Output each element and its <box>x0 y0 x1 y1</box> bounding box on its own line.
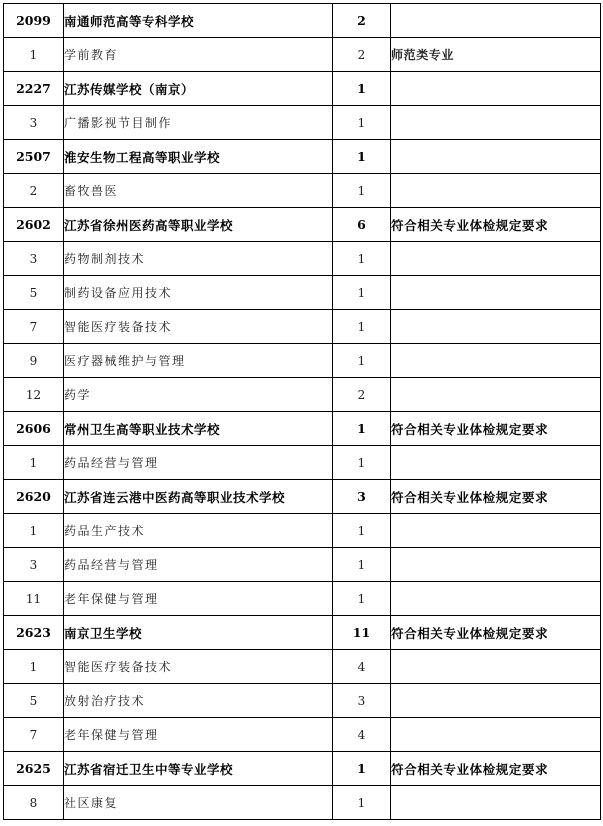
major-name-cell: 学前教育 <box>64 38 333 72</box>
school-name-cell: 南通师范高等专科学校 <box>64 4 333 38</box>
school-code-cell: 2623 <box>4 616 64 650</box>
major-plan-count-cell: 1 <box>333 548 391 582</box>
school-name-cell: 南京卫生学校 <box>64 616 333 650</box>
school-name-cell: 淮安生物工程高等职业学校 <box>64 140 333 174</box>
major-code-cell: 2 <box>4 174 64 208</box>
major-row <box>4 344 601 378</box>
school-plan-count-cell: 1 <box>333 412 391 446</box>
major-plan-count-cell: 1 <box>333 276 391 310</box>
major-row <box>4 378 601 412</box>
major-name-cell: 药学 <box>64 378 333 412</box>
major-plan-count-cell: 3 <box>333 684 391 718</box>
school-name-cell: 江苏省连云港中医药高等职业技术学校 <box>64 480 333 514</box>
major-row <box>4 174 601 208</box>
major-name-cell: 药品生产技术 <box>64 514 333 548</box>
school-plan-count-cell: 1 <box>333 72 391 106</box>
major-note-cell <box>391 344 601 378</box>
school-row <box>4 140 601 174</box>
major-note-cell <box>391 446 601 480</box>
major-note-cell <box>391 174 601 208</box>
major-name-cell: 智能医疗装备技术 <box>64 310 333 344</box>
school-row <box>4 616 601 650</box>
school-name-cell: 江苏省宿迁卫生中等专业学校 <box>64 752 333 786</box>
major-code-cell: 7 <box>4 310 64 344</box>
school-plan-count-cell: 3 <box>333 480 391 514</box>
major-name-cell: 智能医疗装备技术 <box>64 650 333 684</box>
major-code-cell: 1 <box>4 38 64 72</box>
major-note-cell <box>391 310 601 344</box>
major-code-cell: 3 <box>4 242 64 276</box>
major-code-cell: 3 <box>4 106 64 140</box>
major-note-cell <box>391 582 601 616</box>
major-plan-count-cell: 1 <box>333 514 391 548</box>
major-code-cell: 11 <box>4 582 64 616</box>
major-note-cell <box>391 650 601 684</box>
major-note-cell <box>391 786 601 820</box>
major-plan-count-cell: 1 <box>333 242 391 276</box>
major-row <box>4 38 601 72</box>
major-row <box>4 786 601 820</box>
school-row <box>4 412 601 446</box>
major-plan-count-cell: 1 <box>333 786 391 820</box>
major-code-cell: 8 <box>4 786 64 820</box>
school-note-cell <box>391 72 601 106</box>
major-plan-count-cell: 2 <box>333 378 391 412</box>
major-name-cell: 药物制剂技术 <box>64 242 333 276</box>
major-code-cell: 1 <box>4 650 64 684</box>
school-code-cell: 2625 <box>4 752 64 786</box>
school-name-cell: 常州卫生高等职业技术学校 <box>64 412 333 446</box>
major-note-cell <box>391 718 601 752</box>
school-plan-count-cell: 6 <box>333 208 391 242</box>
school-note-cell <box>391 140 601 174</box>
major-code-cell: 5 <box>4 276 64 310</box>
major-code-cell: 9 <box>4 344 64 378</box>
major-row <box>4 446 601 480</box>
school-row <box>4 208 601 242</box>
major-note-cell <box>391 548 601 582</box>
major-plan-count-cell: 1 <box>333 174 391 208</box>
school-note-cell: 符合相关专业体检规定要求 <box>391 616 601 650</box>
school-note-cell: 符合相关专业体检规定要求 <box>391 480 601 514</box>
table-body <box>4 4 601 820</box>
major-plan-count-cell: 1 <box>333 582 391 616</box>
major-row <box>4 310 601 344</box>
major-name-cell: 制药设备应用技术 <box>64 276 333 310</box>
major-name-cell: 老年保健与管理 <box>64 718 333 752</box>
major-plan-count-cell: 1 <box>333 446 391 480</box>
school-name-cell: 江苏传媒学校（南京） <box>64 72 333 106</box>
major-note-cell <box>391 242 601 276</box>
school-note-cell: 符合相关专业体检规定要求 <box>391 752 601 786</box>
major-code-cell: 12 <box>4 378 64 412</box>
major-row <box>4 276 601 310</box>
major-row <box>4 650 601 684</box>
school-plan-count-cell: 2 <box>333 4 391 38</box>
major-plan-count-cell: 4 <box>333 718 391 752</box>
major-plan-count-cell: 1 <box>333 310 391 344</box>
major-plan-count-cell: 1 <box>333 344 391 378</box>
major-note-cell <box>391 514 601 548</box>
major-row <box>4 106 601 140</box>
major-code-cell: 1 <box>4 514 64 548</box>
major-plan-count-cell: 4 <box>333 650 391 684</box>
major-note-cell <box>391 106 601 140</box>
major-plan-count-cell: 1 <box>333 106 391 140</box>
school-code-cell: 2620 <box>4 480 64 514</box>
major-row <box>4 718 601 752</box>
major-name-cell: 广播影视节目制作 <box>64 106 333 140</box>
school-code-cell: 2099 <box>4 4 64 38</box>
major-name-cell: 老年保健与管理 <box>64 582 333 616</box>
major-note-cell <box>391 684 601 718</box>
school-row <box>4 480 601 514</box>
major-row <box>4 582 601 616</box>
school-name-cell: 江苏省徐州医药高等职业学校 <box>64 208 333 242</box>
major-note-cell: 师范类专业 <box>391 38 601 72</box>
school-row <box>4 4 601 38</box>
major-note-cell <box>391 378 601 412</box>
school-plan-count-cell: 11 <box>333 616 391 650</box>
major-note-cell <box>391 276 601 310</box>
major-row <box>4 242 601 276</box>
major-name-cell: 社区康复 <box>64 786 333 820</box>
school-plan-count-cell: 1 <box>333 752 391 786</box>
major-code-cell: 5 <box>4 684 64 718</box>
school-note-cell: 符合相关专业体检规定要求 <box>391 412 601 446</box>
major-name-cell: 药品经营与管理 <box>64 548 333 582</box>
school-code-cell: 2227 <box>4 72 64 106</box>
major-code-cell: 7 <box>4 718 64 752</box>
major-name-cell: 药品经营与管理 <box>64 446 333 480</box>
major-code-cell: 1 <box>4 446 64 480</box>
school-row <box>4 72 601 106</box>
major-name-cell: 医疗器械维护与管理 <box>64 344 333 378</box>
major-row <box>4 514 601 548</box>
major-row <box>4 548 601 582</box>
school-note-cell: 符合相关专业体检规定要求 <box>391 208 601 242</box>
school-code-cell: 2602 <box>4 208 64 242</box>
major-plan-count-cell: 2 <box>333 38 391 72</box>
enrollment-plan-table <box>3 3 601 820</box>
major-row <box>4 684 601 718</box>
school-note-cell <box>391 4 601 38</box>
school-row <box>4 752 601 786</box>
school-code-cell: 2606 <box>4 412 64 446</box>
major-name-cell: 畜牧兽医 <box>64 174 333 208</box>
major-name-cell: 放射治疗技术 <box>64 684 333 718</box>
school-plan-count-cell: 1 <box>333 140 391 174</box>
major-code-cell: 3 <box>4 548 64 582</box>
school-code-cell: 2507 <box>4 140 64 174</box>
